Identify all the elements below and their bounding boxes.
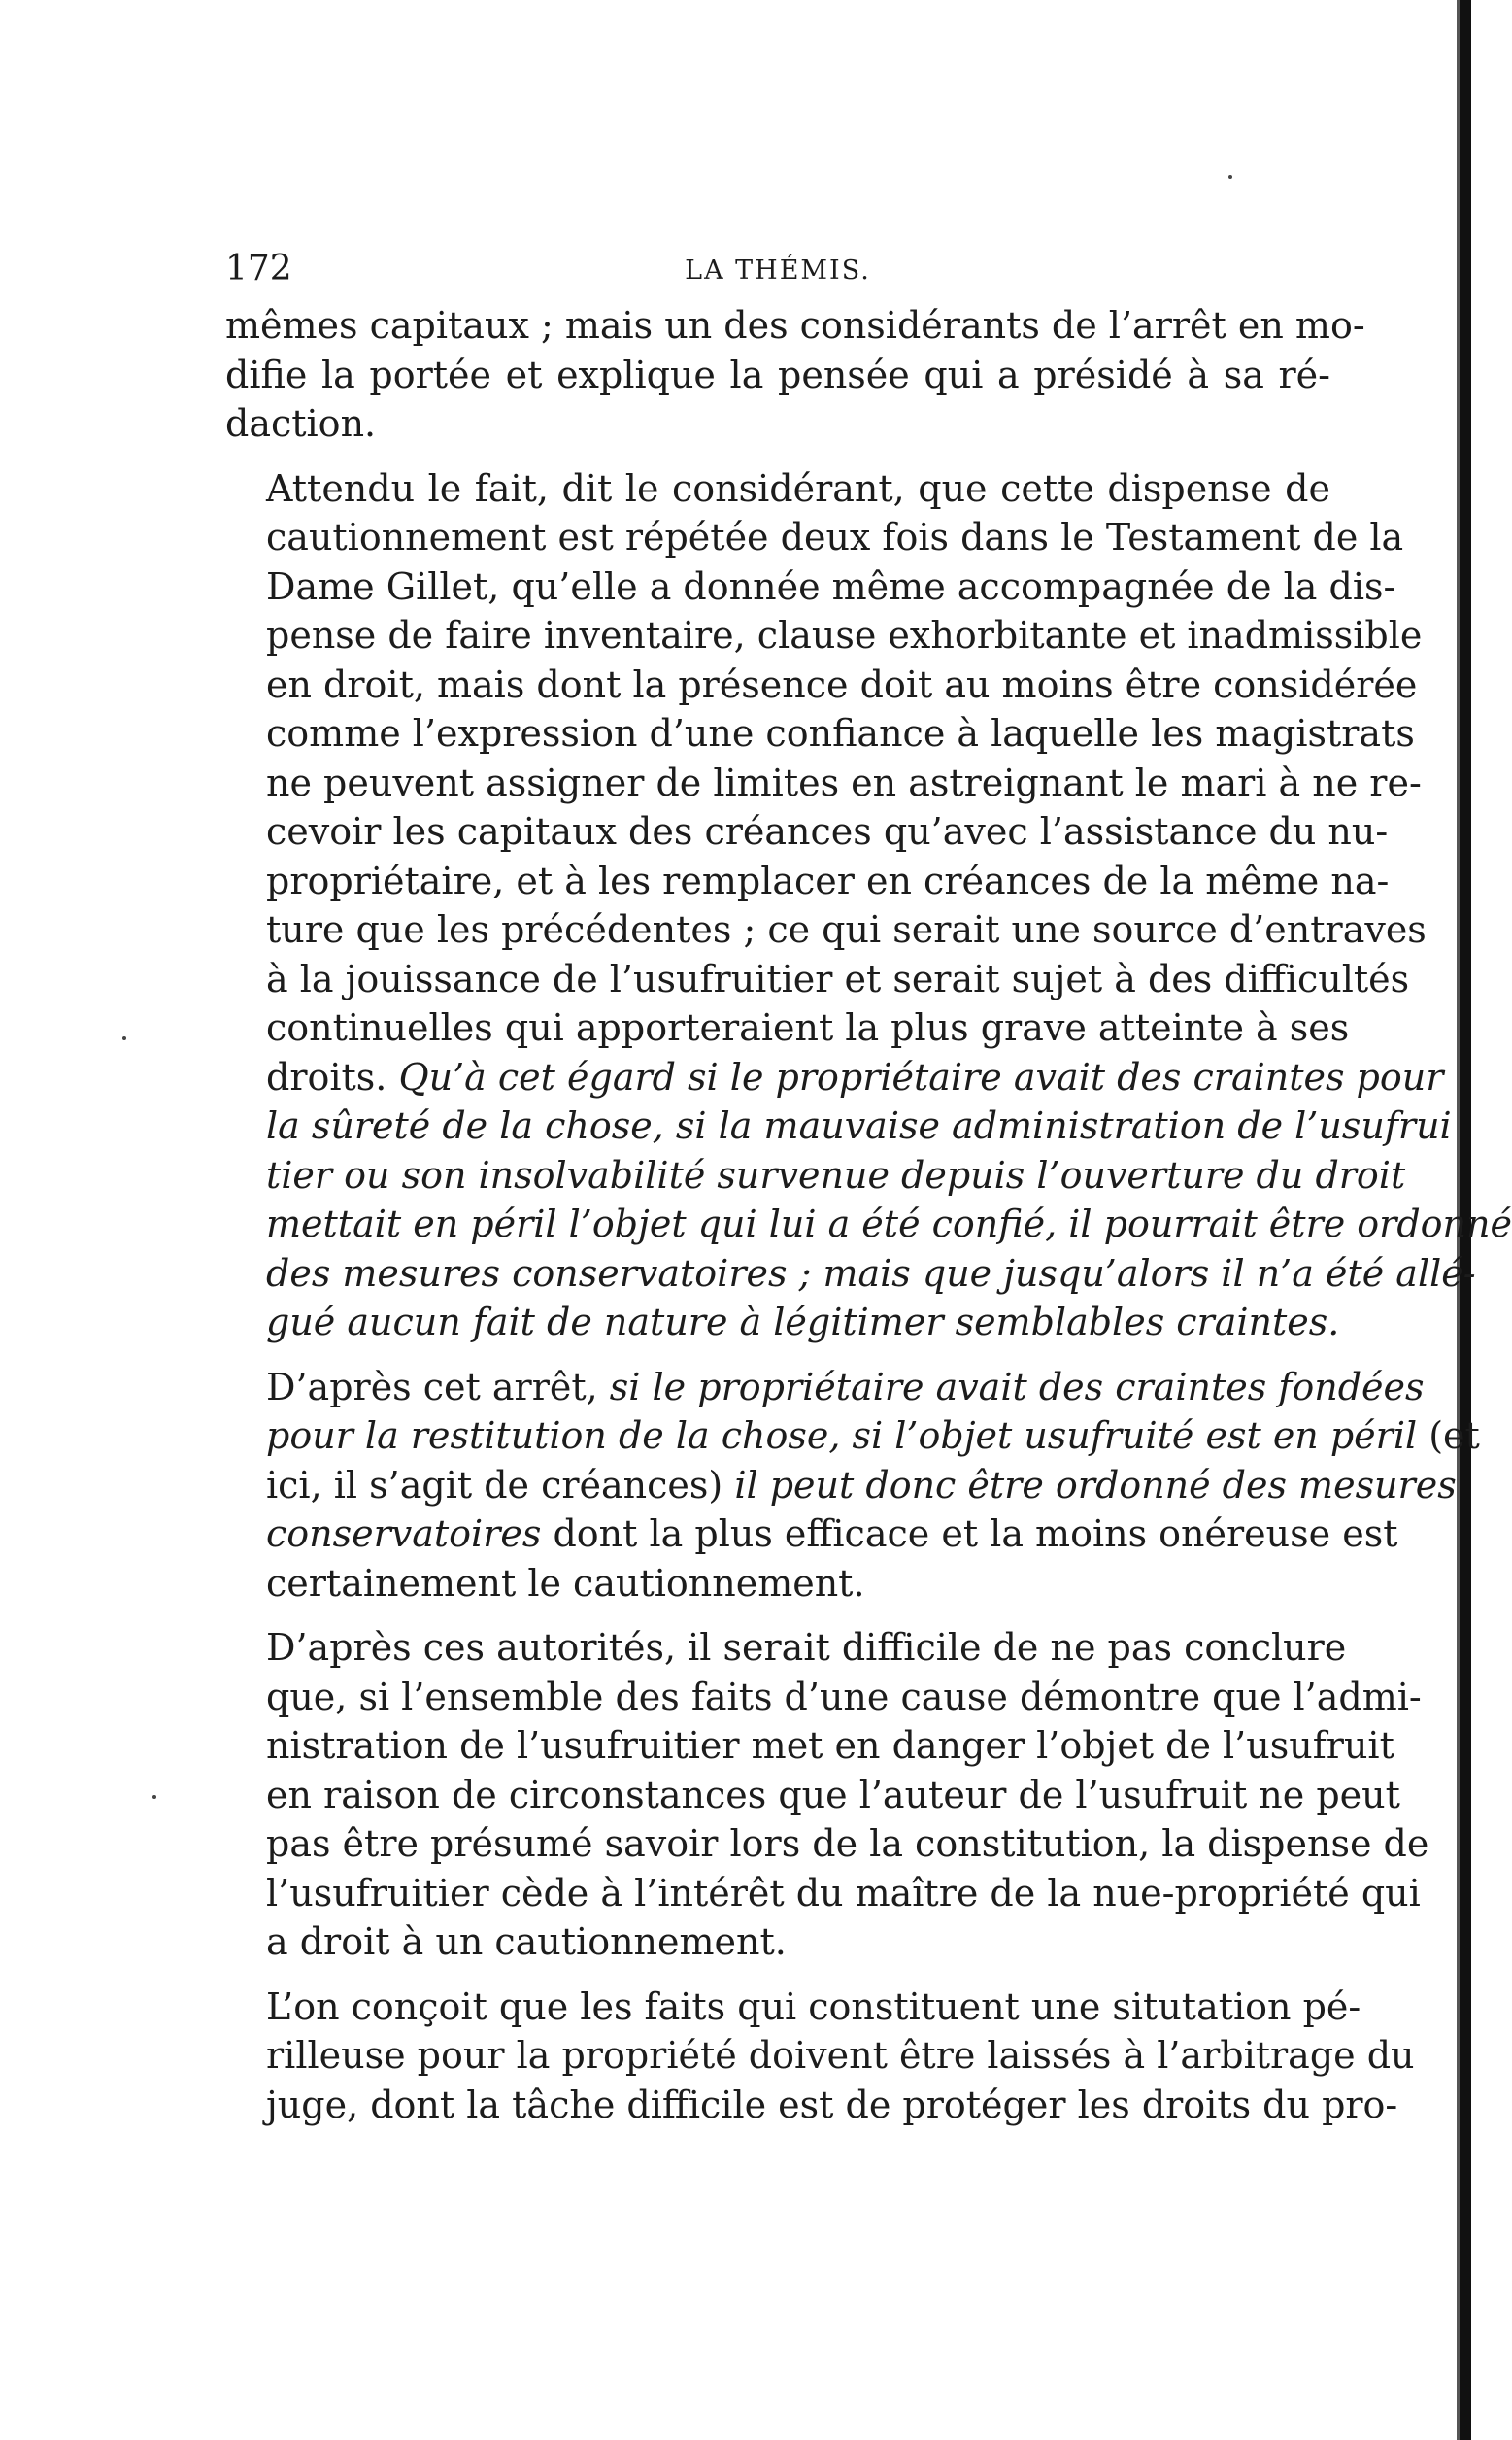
text-line <box>225 611 1423 661</box>
italic-text: Qu’à cet égard si le propriétaire avait des craintes pour <box>398 1055 1444 1099</box>
text-line <box>225 1771 1400 1820</box>
text-line <box>225 351 1330 400</box>
text-run: cevoir les capitaux des créances qu’avec l’assistance du nu- <box>266 810 1389 853</box>
text-line <box>225 1819 1429 1869</box>
text-line <box>225 1461 1457 1510</box>
text-run: nistration de l’usufruitier met en danger l’objet de l’usufruit <box>266 1724 1394 1767</box>
text-run: mêmes capitaux ; mais un des considérants de l’arrêt en mo- <box>225 304 1365 347</box>
text-run: (et <box>1417 1414 1480 1457</box>
italic-text: si le propriétaire avait des craintes fondées <box>609 1365 1425 1408</box>
body-text <box>225 301 1512 2129</box>
text-line <box>225 955 1410 1004</box>
paragraph <box>225 464 1512 1347</box>
text-line <box>225 807 1389 857</box>
running-head <box>225 245 1330 293</box>
paragraph <box>225 301 1365 449</box>
italic-text: il peut donc être ordonné des mesures <box>734 1463 1457 1507</box>
text-run: rilleuse pour la propriété doivent être laissés à l’arbitrage du <box>266 2034 1415 2077</box>
text-line <box>225 2031 1415 2081</box>
text-run: ture que les précédentes ; ce qui serait une source d’entraves <box>266 908 1427 951</box>
text-line <box>225 905 1427 955</box>
text-line <box>225 1917 1330 1967</box>
text-line <box>225 1559 1330 1609</box>
text-line <box>225 857 1390 906</box>
text-line <box>225 513 1404 562</box>
text-line <box>225 759 1422 808</box>
paragraph <box>225 1623 1429 1967</box>
text-line <box>225 399 1330 449</box>
text-line <box>225 562 1396 612</box>
running-title: LA THÉMIS. <box>685 255 871 286</box>
text-run: D’après ces autorités, il serait difficile de ne pas conclure <box>266 1626 1347 1669</box>
text-line <box>225 661 1418 710</box>
text-run: difie la portée et explique la pensée qui a présidé à sa ré- <box>225 353 1330 396</box>
page-number: 172 <box>225 249 292 288</box>
text-line <box>225 1249 1476 1299</box>
scan-speck <box>152 1795 156 1799</box>
text-line <box>225 1101 1452 1151</box>
text-line <box>225 1721 1394 1771</box>
text-line <box>225 1298 1340 1347</box>
text-line <box>225 709 1415 759</box>
italic-text: tier ou son insolvabilité survenue depuis l’ouverture du droit <box>266 1153 1406 1197</box>
text-line <box>225 464 1330 514</box>
text-run: L’on conçoit que les faits qui constituent une situtation pé- <box>266 1984 1361 2028</box>
italic-text: des mesures conservatoires ; mais que jusqu’alors il n’a été allé- <box>266 1251 1476 1295</box>
text-run: cautionnement est répétée deux fois dans le Testament de la <box>266 516 1404 559</box>
text-line <box>225 1003 1350 1053</box>
italic-text: mettait en péril l’objet qui lui a été confié, il pourrait être ordonné <box>266 1203 1512 1245</box>
text-run: propriétaire, et à les remplacer en créances de la même na- <box>266 859 1390 902</box>
paragraph <box>225 1982 1415 2130</box>
text-line <box>225 1673 1422 1722</box>
text-line <box>225 1200 1512 1249</box>
text-run: comme l’expression d’une confiance à laquelle les magistrats <box>266 712 1415 755</box>
text-run: a droit à un cautionnement. <box>266 1920 787 1963</box>
text-run: daction. <box>225 402 377 445</box>
scan-speck <box>1228 175 1232 179</box>
text-run: ne peuvent assigner de limites en astreignant le mari à ne re- <box>266 761 1422 804</box>
text-run: juge, dont la tâche difficile est de protéger les droits du pro- <box>266 2083 1398 2126</box>
scan-speck <box>122 1036 126 1040</box>
text-run: à la jouissance de l’usufruitier et serait sujet à des difficultés <box>266 957 1410 1000</box>
text-line <box>225 301 1365 351</box>
text-run: Dame Gillet, qu’elle a donnée même accompagnée de la dis- <box>266 564 1396 608</box>
text-line <box>225 1151 1406 1201</box>
paragraph <box>225 1363 1480 1609</box>
text-run: droits. <box>266 1055 399 1099</box>
italic-text: gué aucun fait de nature à légitimer semblables craintes. <box>266 1301 1340 1343</box>
text-line <box>225 1982 1361 2032</box>
text-line <box>225 1053 1444 1102</box>
text-run: en raison de circonstances que l’auteur de l’usufruit ne peut <box>266 1773 1400 1816</box>
text-line <box>225 1509 1398 1559</box>
text-line <box>225 1411 1480 1461</box>
italic-text: pour la restitution de la chose, si l’objet usufruité est en péril <box>266 1414 1418 1457</box>
text-run: en droit, mais dont la présence doit au moins être considérée <box>266 662 1418 706</box>
text-run: continuelles qui apporteraient la plus grave atteinte à ses <box>266 1006 1350 1049</box>
text-run: dont la plus efficace et la moins onéreuse est <box>541 1512 1398 1555</box>
text-run: ici, il s’agit de créances) <box>266 1463 735 1507</box>
book-page <box>225 245 1512 2145</box>
text-run: pense de faire inventaire, clause exhorbitante et inadmissible <box>266 614 1423 657</box>
text-run: D’après cet arrêt, <box>266 1365 610 1408</box>
text-line <box>225 1869 1421 1918</box>
text-run: pas être présumé savoir lors de la constitution, la dispense de <box>266 1822 1429 1865</box>
text-line <box>225 1363 1425 1412</box>
italic-text: conservatoires <box>266 1512 542 1555</box>
text-line <box>225 1623 1347 1673</box>
italic-text: la sûreté de la chose, si la mauvaise administration de l’usufrui <box>266 1104 1452 1147</box>
text-run: Attendu le fait, dit le considérant, que cette dispense de <box>266 466 1330 510</box>
text-run: certainement le cautionnement. <box>266 1561 865 1605</box>
text-run: que, si l’ensemble des faits d’une cause démontre que l’admi- <box>266 1675 1422 1718</box>
text-line <box>225 2081 1398 2130</box>
text-run: l’usufruitier cède à l’intérêt du maître de la nue-propriété qui <box>266 1871 1421 1915</box>
